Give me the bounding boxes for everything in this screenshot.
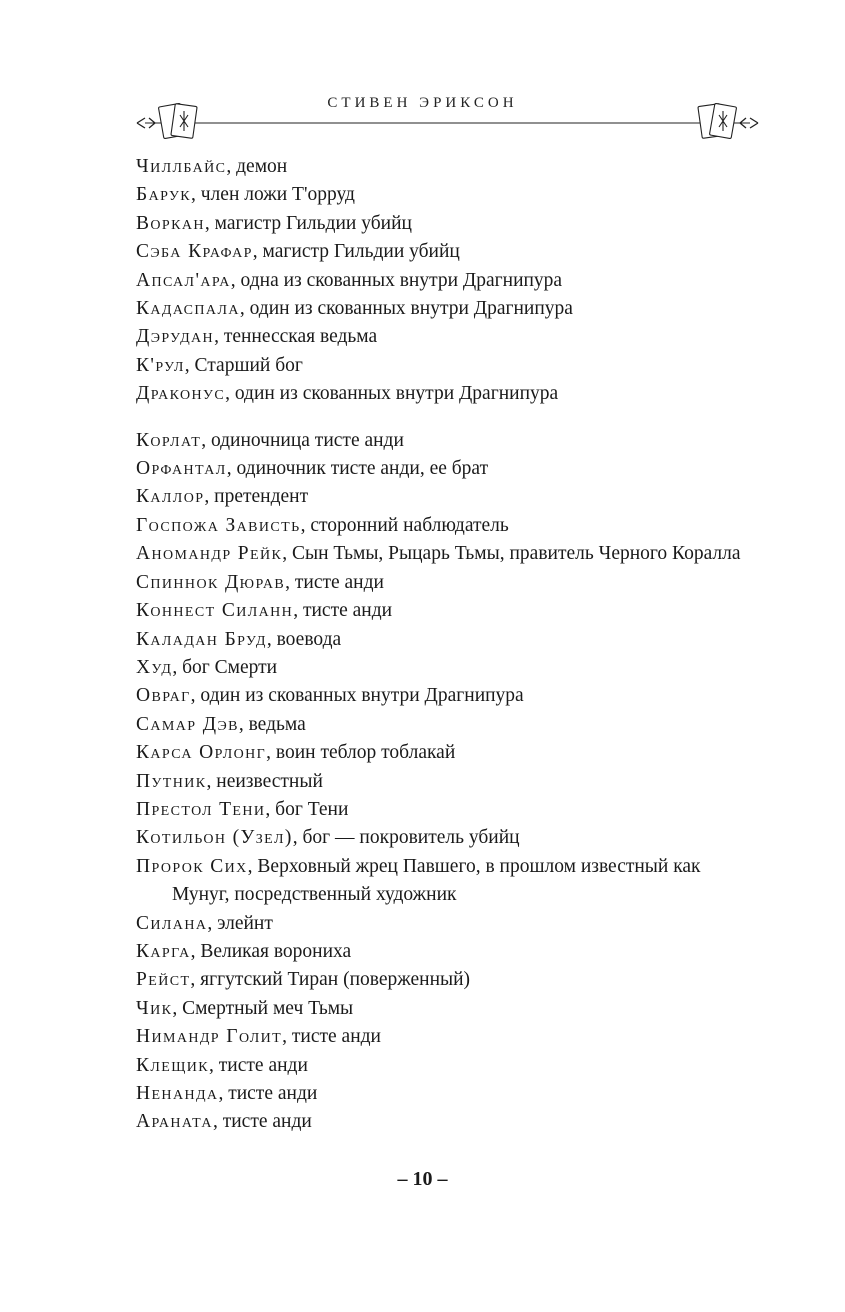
character-entry — [136, 938, 761, 966]
character-name: Клещик — [136, 1054, 210, 1076]
character-description: , претендент — [204, 486, 309, 508]
character-entry — [136, 210, 761, 238]
character-name: Барук — [136, 184, 191, 206]
character-entry — [136, 380, 761, 408]
character-entry — [136, 768, 761, 796]
character-description: , магистр Гильдии убийц — [204, 212, 412, 234]
character-name: Карса Орлонг — [136, 742, 267, 764]
character-entry — [136, 181, 761, 209]
character-description: , бог — покровитель убийц — [292, 827, 520, 849]
character-description: , неизвестный — [206, 770, 323, 792]
character-name: Коннест Силанн — [136, 600, 294, 622]
character-description: , теннесская ведьма — [214, 326, 378, 348]
character-description: , воевода — [266, 628, 342, 650]
character-entry — [136, 682, 761, 710]
character-description: , воин теблор тоблакай — [266, 742, 456, 764]
character-name: Силана — [136, 912, 208, 934]
character-entry — [136, 455, 761, 483]
group-spacer — [136, 409, 761, 427]
character-description: , один из скованных внутри Драгнипура — [239, 298, 573, 320]
character-name: Сэба Крафар — [136, 241, 253, 263]
character-name: Драконус — [136, 383, 226, 405]
character-entry — [136, 654, 761, 682]
character-name: Корлат — [136, 429, 202, 451]
character-entry — [136, 352, 761, 380]
character-name: Чик — [136, 997, 173, 1019]
character-entry — [136, 1108, 761, 1136]
character-description: , одна из скованных внутри Драгнипура — [230, 269, 563, 291]
character-name: Овраг — [136, 685, 191, 707]
left-cards-icon — [158, 103, 197, 138]
character-entry — [136, 569, 761, 597]
running-header-author: СТИВЕН ЭРИКСОН — [327, 95, 518, 111]
character-description: , демон — [226, 156, 288, 177]
character-description: , Сын Тьмы, Рыцарь Тьмы, правитель Черного Коралла — [282, 543, 741, 565]
character-description: , Старший бог — [184, 354, 303, 376]
character-description: , сторонний наблюдатель — [300, 514, 509, 536]
character-name: Кадаспала — [136, 298, 240, 320]
character-entry — [136, 824, 761, 852]
character-entry — [136, 853, 761, 910]
right-cards-icon — [698, 103, 737, 138]
character-description: , Верховный жрец Павшего, в прошлом известный как Мунуг, посредственный художник — [172, 855, 701, 906]
character-name: Худ — [136, 656, 173, 678]
character-name: К'рул — [136, 354, 185, 376]
character-name: Путник — [136, 770, 207, 792]
character-name: Пророк Сих — [136, 855, 248, 877]
character-name: Дэрудан — [136, 326, 215, 348]
character-list — [136, 153, 761, 1137]
character-description: , одиночница тисте анди — [201, 429, 404, 451]
character-entry — [136, 626, 761, 654]
character-entry — [136, 238, 761, 266]
character-description: , тисте анди — [282, 1026, 381, 1048]
character-name: Орфантал — [136, 458, 227, 480]
page-number: – 10 – — [397, 1168, 448, 1190]
character-name: Госпожа Зависть — [136, 514, 301, 536]
character-name: Ненанда — [136, 1083, 219, 1104]
character-description: , тисте анди — [218, 1083, 318, 1104]
character-name: Спиннок Дюрав — [136, 571, 286, 593]
character-name: Нимандр Голит — [136, 1026, 283, 1048]
character-description: , один из скованных внутри Драгнипура — [225, 383, 559, 405]
character-description: , один из скованных внутри Драгнипура — [190, 685, 524, 707]
character-name: Апсал'ара — [136, 269, 231, 291]
character-name: Рейст — [136, 969, 191, 991]
character-name: Араната — [136, 1111, 213, 1133]
character-entry — [136, 267, 761, 295]
character-entry — [136, 153, 761, 181]
character-name: Каллор — [136, 486, 205, 508]
character-name: Карга — [136, 940, 191, 962]
header-ornament — [135, 101, 760, 145]
character-entry — [136, 1080, 761, 1108]
character-entry — [136, 910, 761, 938]
character-entry — [136, 966, 761, 994]
character-description: , тисте анди — [285, 571, 384, 593]
character-description: , ведьма — [238, 713, 306, 735]
character-entry — [136, 597, 761, 625]
character-description: , элейнт — [207, 912, 273, 934]
character-description: , Смертный меч Тьмы — [172, 997, 354, 1019]
character-entry — [136, 739, 761, 767]
character-description: , одиночник тисте анди, ее брат — [226, 458, 489, 480]
character-entry — [136, 995, 761, 1023]
character-description: , бог Тени — [265, 798, 349, 820]
character-name: Самар Дэв — [136, 713, 239, 735]
character-entry — [136, 1052, 761, 1080]
character-entry — [136, 483, 761, 511]
character-entry — [136, 711, 761, 739]
character-description: , яггутский Тиран (поверженный) — [190, 969, 471, 991]
character-description: , бог Смерти — [172, 656, 278, 678]
character-entry — [136, 796, 761, 824]
character-description: , магистр Гильдии убийц — [252, 241, 460, 263]
character-name: Котильон (Узел) — [136, 827, 293, 849]
character-description: , тисте анди — [212, 1111, 312, 1133]
character-entry — [136, 1023, 761, 1051]
character-name: Воркан — [136, 212, 205, 234]
character-entry — [136, 323, 761, 351]
character-entry — [136, 540, 761, 568]
character-entry — [136, 427, 761, 455]
character-description: , Великая ворониха — [190, 940, 352, 962]
character-name: Престол Тени — [136, 798, 266, 820]
character-description: , тисте анди — [293, 600, 393, 622]
character-entry — [136, 512, 761, 540]
character-description: , член ложи Т'орруд — [191, 184, 355, 206]
character-description: , тисте анди — [209, 1054, 308, 1076]
character-name: Чиллбайс — [136, 156, 227, 177]
character-name: Каладан Бруд — [136, 628, 267, 650]
character-entry — [136, 295, 761, 323]
character-name: Аномандр Рейк — [136, 543, 283, 565]
